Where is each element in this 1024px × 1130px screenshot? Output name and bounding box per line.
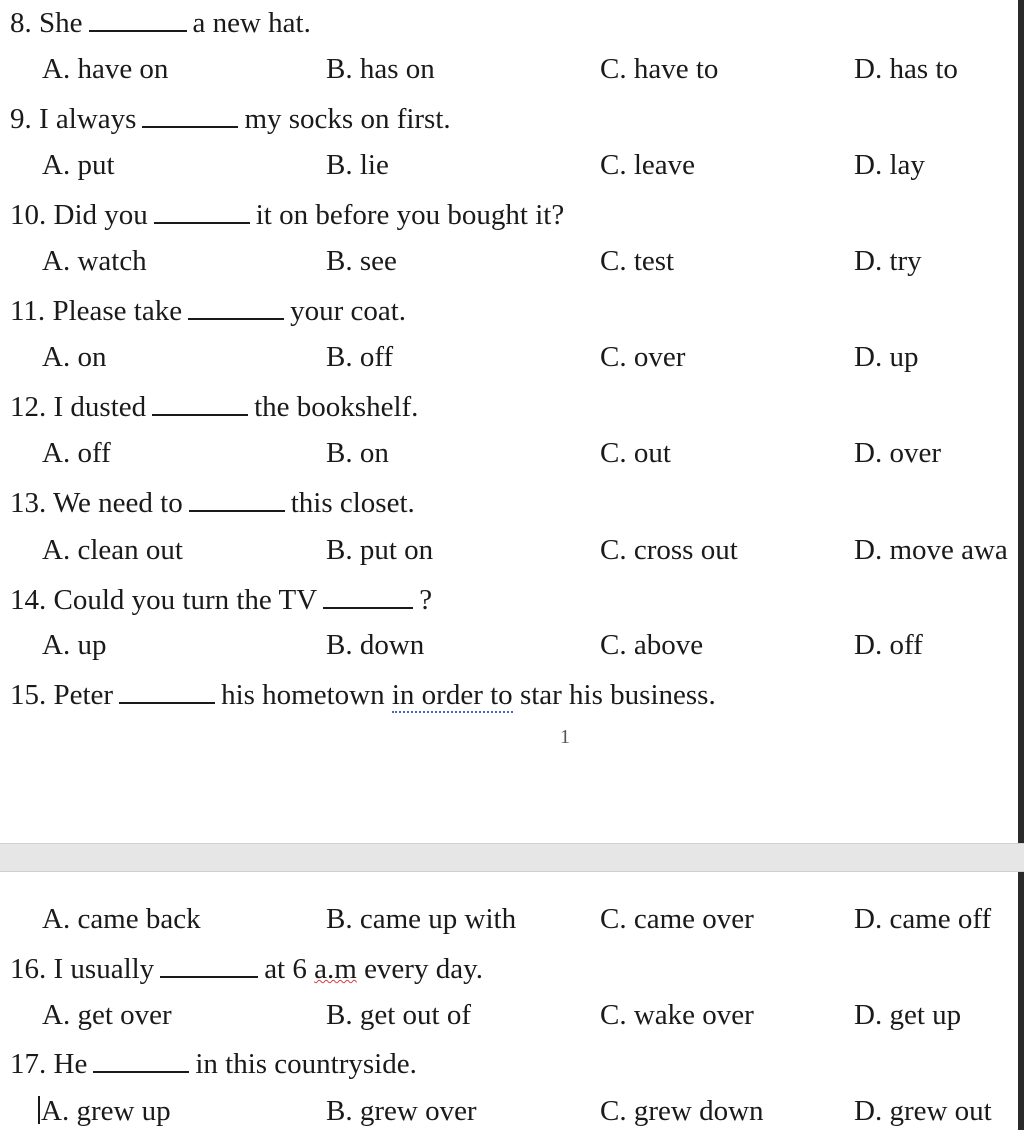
spellcheck-word[interactable]: a.m [314,953,357,985]
question-stem-tail: star his business. [519,679,716,711]
option-d[interactable]: D. move awa [854,534,1008,566]
question-stem-end: ? [419,584,433,616]
question-stem-end: a new hat. [192,7,311,39]
option-a[interactable]: A. came back [42,903,201,935]
option-d[interactable]: D. lay [854,149,925,181]
option-d[interactable]: D. get up [854,999,962,1031]
option-a[interactable]: A. on [42,341,107,373]
question-stem-start: We need to [52,487,183,519]
option-b[interactable]: B. off [326,341,394,373]
question-number: 15. [10,679,47,711]
question-12 [10,388,418,424]
option-b[interactable]: B. put on [326,534,434,566]
option-b[interactable]: B. get out of [326,999,471,1031]
answer-blank[interactable] [142,100,238,128]
question-16 [10,950,483,986]
option-a-with-cursor[interactable] [38,1094,171,1128]
question-number: 12. [10,391,47,423]
option-d[interactable]: D. try [854,245,922,277]
option-d[interactable]: D. over [854,437,941,469]
option-c[interactable]: C. above [600,629,704,661]
option-a[interactable]: A. have on [42,53,169,85]
option-d[interactable]: D. up [854,341,919,373]
option-c[interactable]: C. leave [600,149,696,181]
question-number: 9. [10,103,32,135]
grammar-check-phrase[interactable]: in order to [391,679,513,711]
question-stem-end: at 6 [264,953,307,985]
right-page-edge [1018,0,1024,1130]
option-c[interactable]: C. grew down [600,1095,764,1127]
question-stem-start: He [53,1048,88,1080]
question-stem-start: She [39,7,83,39]
option-c[interactable]: C. test [600,245,675,277]
option-c[interactable]: C. have to [600,53,719,85]
question-13 [10,484,415,520]
page-break-gap [0,843,1024,872]
option-a[interactable]: A. watch [42,245,147,277]
option-d[interactable]: D. has to [854,53,958,85]
answer-blank[interactable] [89,4,187,32]
answer-blank[interactable] [119,676,215,704]
option-c[interactable]: C. came over [600,903,754,935]
question-14 [10,581,432,617]
text-cursor [38,1096,40,1124]
question-stem-start: Please take [52,295,183,327]
option-b[interactable]: B. see [326,245,397,277]
question-stem-end: my socks on first. [244,103,451,135]
answer-blank[interactable] [189,484,285,512]
question-number: 11. [10,295,46,327]
option-b[interactable]: B. grew over [326,1095,477,1127]
question-stem-end: the bookshelf. [254,391,419,423]
question-stem-start: I always [39,103,137,135]
option-d[interactable]: D. off [854,629,923,661]
question-8 [10,4,311,40]
question-stem-start: I usually [53,953,155,985]
option-c[interactable]: C. cross out [600,534,738,566]
option-b[interactable]: B. down [326,629,425,661]
option-b[interactable]: B. has on [326,53,435,85]
question-stem-start: Peter [53,679,114,711]
question-number: 10. [10,199,47,231]
option-b[interactable]: B. lie [326,149,389,181]
option-d[interactable]: D. grew out [854,1095,992,1127]
answer-blank[interactable] [160,950,258,978]
option-d[interactable]: D. came off [854,903,992,935]
question-stem-start: Did you [53,199,148,231]
answer-blank[interactable] [323,581,413,609]
question-9 [10,100,451,136]
option-a[interactable]: A. get over [42,999,172,1031]
question-stem-end: your coat. [290,295,407,327]
page-number: 1 [560,726,570,748]
answer-blank[interactable] [154,196,250,224]
option-c[interactable]: C. wake over [600,999,754,1031]
question-stem-start: Could you turn the TV [53,584,318,616]
answer-blank[interactable] [188,292,284,320]
option-b[interactable]: B. on [326,437,389,469]
option-c[interactable]: C. over [600,341,686,373]
answer-blank[interactable] [152,388,248,416]
option-a[interactable]: A. clean out [42,534,183,566]
option-a[interactable]: A. off [42,437,111,469]
question-11 [10,292,406,328]
question-17 [10,1045,417,1081]
question-number: 8. [10,7,32,39]
question-stem-tail: every day. [364,953,483,985]
question-stem-end: in this countryside. [195,1048,417,1080]
option-a[interactable]: A. grew up [41,1095,171,1127]
option-c[interactable]: C. out [600,437,671,469]
option-b[interactable]: B. came up with [326,903,517,935]
option-a[interactable]: A. put [42,149,115,181]
question-number: 16. [10,953,47,985]
question-number: 14. [10,584,47,616]
question-10 [10,196,564,232]
question-number: 17. [10,1048,47,1080]
answer-blank[interactable] [93,1045,189,1073]
question-number: 13. [10,487,47,519]
question-15 [10,676,716,712]
question-stem-start: I dusted [53,391,147,423]
option-a[interactable]: A. up [42,629,107,661]
question-stem-end: his hometown [221,679,385,711]
question-stem-end: this closet. [290,487,415,519]
question-stem-end: it on before you bought it? [255,199,565,231]
